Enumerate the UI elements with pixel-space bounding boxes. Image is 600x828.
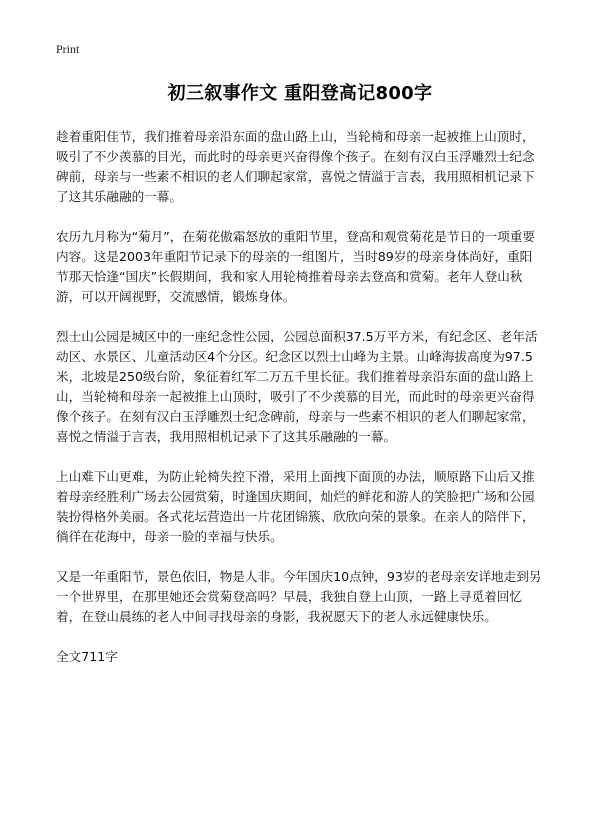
print-link[interactable]: Print [56, 42, 80, 56]
article-paragraph-5: 又是一年重阳节，景色依旧，物是人非。今年国庆10点钟，93岁的老母亲安详地走到另一个世界里，在那里她还会赏菊登高吗？早晨，我独自登上山顶，一路上寻觅着回忆着，在登山晨练的老人中间寻找母亲的身影，我祝愿天下的老人永远健康快乐。 [56, 569, 542, 624]
article-paragraph-2: 农历九月称为“菊月”，在菊花傲霜怒放的重阳节里，登高和观赏菊花是节日的一项重要内容。这是2003年重阳节记录下的母亲的一组图片，当时89岁的母亲身体尚好，重阳节那天恰逢“国庆”长假期间，我和家人用轮椅推着母亲去登高和赏菊。老年人登山秋游，可以开阔视野，交流感情，锻炼身体。 [56, 229, 536, 304]
word-count: 全文711字 [56, 649, 118, 664]
article-title: 初三叙事作文 重阳登高记800字 [167, 83, 433, 104]
article-paragraph-3: 烈士山公园是城区中的一座纪念性公园，公园总面积37.5万平方米，有纪念区、老年活动区、水景区、儿童活动区4个分区。纪念区以烈士山峰为主景。山峰海拔高度为97.5米，北坡是250级台阶，象征着红军二万五千里长征。我们推着母亲沿东面的盘山路上山，当轮椅和母亲一起被推上山顶时，吸引了不少羡慕的目光，而此时的母亲更兴奋得像个孩子。在刻有汉白玉浮雕烈士纪念碑前，母亲与一些素不相识的老人们聊起家常，喜悦之情溢于言表，我用照相机记录下了这其乐融融的一幕。 [56, 329, 538, 444]
article-paragraph-4: 上山难下山更难，为防止轮椅失控下滑，采用上面拽下面顶的办法，顺原路下山后又推着母亲经胜利广场去公园赏菊，时逢国庆期间，灿烂的鲜花和游人的笑脸把广场和公园装扮得格外美丽。各式花坛营造出一片花团锦簇、欣欣向荣的景象。在亲人的陪伴下，徜徉在花海中，母亲一脸的幸福与快乐。 [56, 469, 535, 544]
article-paragraph-1: 趁着重阳佳节，我们推着母亲沿东面的盘山路上山，当轮椅和母亲一起被推上山顶时，吸引了不少羡慕的目光，而此时的母亲更兴奋得像个孩子。在刻有汉白玉浮雕烈士纪念碑前，母亲与一些素不相识的老人们聊起家常，喜悦之情溢于言表，我用照相机记录下了这其乐融融的一幕。 [56, 129, 535, 204]
article-body [56, 127, 544, 667]
